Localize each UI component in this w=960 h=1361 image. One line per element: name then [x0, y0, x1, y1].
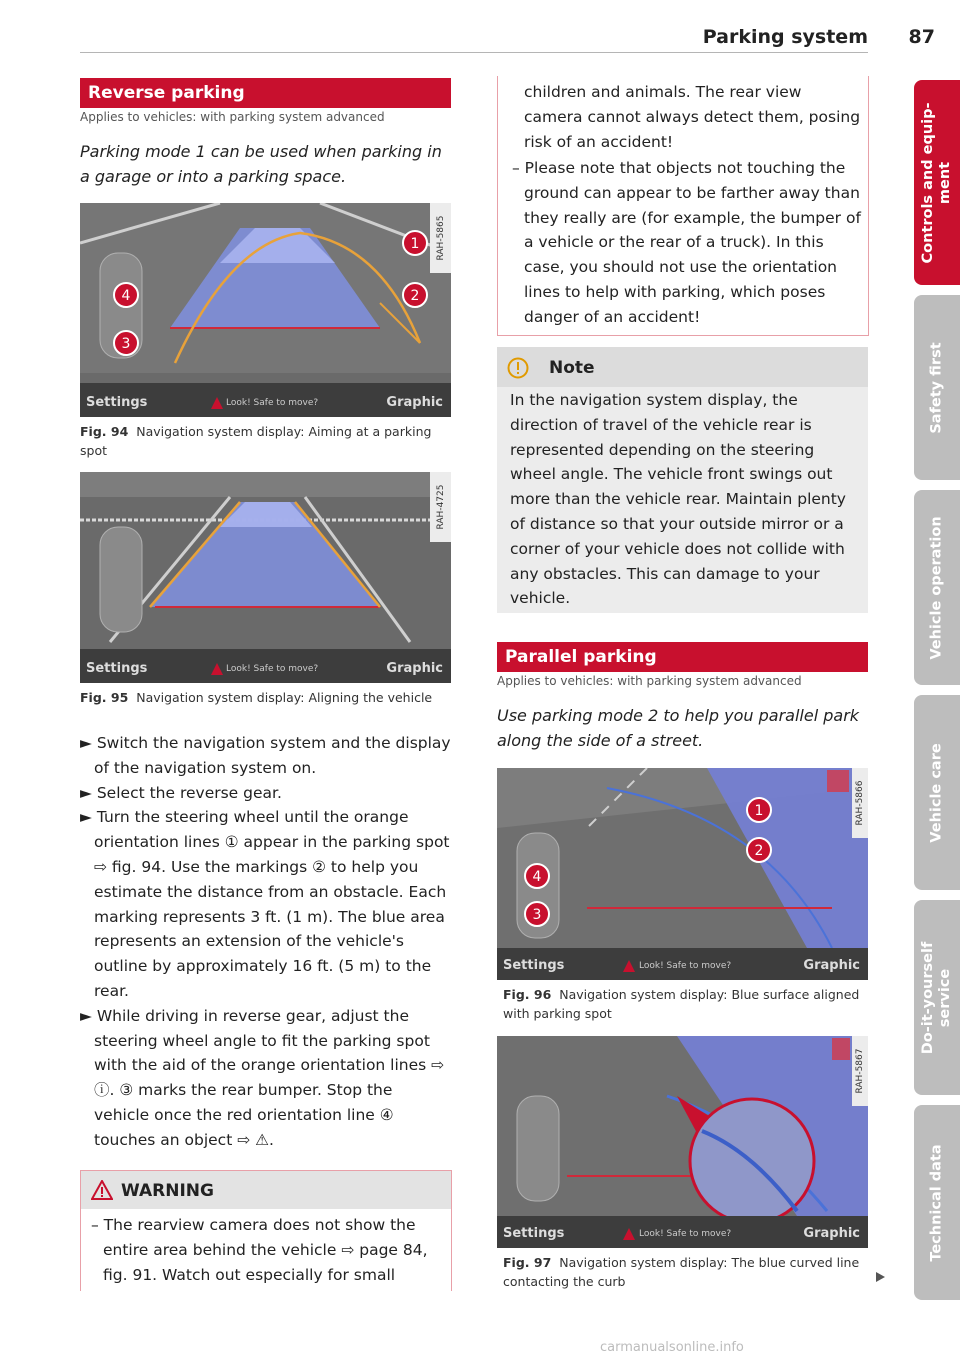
figure-94-graphic — [80, 203, 451, 417]
figure-97-caption-text: Navigation system display: The blue curved line contacting the curb — [503, 1255, 860, 1289]
warning-item-2: – Please note that objects not touching the ground can appear to be farther away than they really are (for example, the bumper of a vehicle or the rear of a truck). In this case, you should not use the orientation lines to help with parking, which poses danger of an accident! — [512, 159, 861, 326]
figure-95-caption — [80, 688, 460, 707]
section-heading-parallel-parking: Parallel parking — [497, 642, 868, 672]
figure-97-settings-label: Settings — [503, 1226, 565, 1241]
step-3: ► Turn the steering wheel until the orange orientation lines ① appear in the parking spot ⇨ fig. 94. Use the markings ② to help you estimate the distance from an obstacle. Each marking represents 3 ft. (1 m). The blue area represents an extension of the vehicle's outline by approximately 16 ft. (5 m) to the rear. — [80, 808, 450, 1000]
figure-94 — [80, 203, 451, 417]
figure-96-graphic — [497, 768, 868, 980]
note-title: Note — [549, 358, 595, 378]
figure-96-caption — [503, 985, 868, 1023]
tab-controls-and-equipment[interactable] — [914, 80, 960, 285]
section-heading-reverse-parking: Reverse parking — [80, 78, 451, 108]
svg-text:1: 1 — [410, 236, 420, 252]
tab-vehicle-care[interactable] — [914, 695, 960, 890]
tab-technical-data[interactable] — [914, 1105, 960, 1300]
warning-box-continued — [497, 76, 869, 336]
intro-text-parallel: Use parking mode 2 to help you parallel park along the side of a street. — [497, 706, 860, 750]
running-header: Parking system — [702, 26, 868, 48]
figure-96 — [497, 768, 868, 980]
figure-97-graphic — [497, 1036, 868, 1248]
figure-97-graphic-label: Graphic — [803, 1226, 860, 1241]
figure-97-caption-label: Fig. 97 — [503, 1255, 552, 1270]
figure-96-caption-text: Navigation system display: Blue surface aligned with parking spot — [503, 987, 860, 1021]
figure-96-code: RAH-5866 — [855, 780, 865, 826]
intro-text: Parking mode 1 can be used when parking in a garage or into a parking space. — [80, 142, 442, 186]
page-number: 87 — [908, 26, 935, 48]
figure-94-caption — [80, 422, 452, 460]
figure-94-code: RAH-5865 — [435, 215, 446, 261]
warning-triangle-icon — [91, 1180, 113, 1200]
tab-label: Technical data — [928, 1143, 945, 1262]
figure-95-caption-text: Navigation system display: Aligning the vehicle — [136, 690, 433, 705]
figure-97-warning-label: Look! Safe to move? — [639, 1229, 732, 1239]
step-4: ► While driving in reverse gear, adjust the steering wheel angle to fit the parking spot with the aid of the orange orientation lines ⇨ ⓘ. ③ marks the rear bumper. Stop the vehicle once the red orientation line ④ touches an object ⇨ ⚠. — [80, 1006, 445, 1149]
figure-96-warning-label: Look! Safe to move? — [639, 961, 732, 971]
tab-vehicle-operation[interactable] — [914, 490, 960, 685]
svg-text:2: 2 — [410, 288, 420, 304]
figure-96-code-strip — [852, 768, 868, 838]
figure-95-settings-label: Settings — [86, 661, 148, 676]
warning-continued-text: children and animals. The rear view camera cannot always detect them, posing risk of an accident! — [524, 83, 861, 151]
instruction-steps — [80, 731, 452, 1153]
svg-text:3: 3 — [121, 336, 131, 352]
figure-95-graphic — [80, 472, 451, 683]
figure-95-warning-label: Look! Safe to move? — [226, 664, 319, 674]
figure-96-settings-label: Settings — [503, 958, 565, 973]
tab-label: Vehicle care — [928, 742, 945, 843]
note-box — [497, 347, 868, 613]
figure-94-caption-text: Navigation system display: Aiming at a parking spot — [80, 424, 432, 458]
figure-97-code: RAH-5867 — [855, 1048, 865, 1094]
figure-95-caption-label: Fig. 95 — [80, 690, 129, 705]
tab-label: Vehicle operation — [928, 515, 945, 660]
figure-94-caption-label: Fig. 94 — [80, 424, 129, 439]
step-1: ► Switch the navigation system and the display of the navigation system on. — [80, 734, 451, 777]
figure-96-caption-label: Fig. 96 — [503, 987, 552, 1002]
tab-safety-first[interactable] — [914, 295, 960, 480]
warning-text: – The rearview camera does not show the entire area behind the vehicle ⇨ page 84, fig. 91. Watch out especially for small — [91, 1216, 428, 1284]
figure-95-code-strip — [430, 472, 451, 542]
warning-title: WARNING — [121, 1181, 214, 1201]
footer-watermark: carmanualsonline.info — [600, 1340, 744, 1355]
step-2: ► Select the reverse gear. — [80, 783, 282, 802]
svg-text:4: 4 — [532, 869, 542, 885]
figure-95 — [80, 472, 451, 683]
note-text: In the navigation system display, the direction of travel of the vehicle rear is represented depending on the steering wheel angle. The vehicle front swings out more than the vehicle rear. Maintain plenty of distance so that your outside mirror or a corner of your vehicle does not collide with any obstacles. This can damage to your vehicle. — [510, 391, 846, 608]
figure-97-code-strip — [852, 1036, 868, 1106]
figure-95-graphic-label: Graphic — [386, 661, 443, 676]
tab-label: Safety first — [928, 341, 945, 434]
tab-label: Controls and equip- ment — [920, 101, 953, 264]
warning-header — [81, 1171, 451, 1209]
applies-to-parallel: Applies to vehicles: with parking system advanced — [497, 674, 802, 688]
figure-94-graphic-label: Graphic — [386, 395, 443, 410]
tab-label: Do-it-yourself service — [920, 941, 953, 1054]
warning-box — [80, 1170, 452, 1291]
header-rule — [80, 52, 868, 53]
figure-95-code: RAH-4725 — [435, 484, 446, 530]
svg-text:3: 3 — [532, 907, 542, 923]
figure-97-caption — [503, 1253, 868, 1291]
svg-text:2: 2 — [754, 843, 764, 859]
svg-text:1: 1 — [754, 803, 764, 819]
applies-to: Applies to vehicles: with parking system advanced — [80, 110, 385, 124]
figure-97 — [497, 1036, 868, 1248]
note-info-icon — [507, 357, 529, 379]
figure-94-settings-label: Settings — [86, 395, 148, 410]
svg-text:4: 4 — [121, 288, 131, 304]
figure-94-code-strip — [430, 203, 451, 273]
figure-94-warning-label: Look! Safe to move? — [226, 398, 319, 408]
tab-do-it-yourself-service[interactable] — [914, 900, 960, 1095]
figure-96-graphic-label: Graphic — [803, 958, 860, 973]
continue-arrow-icon — [876, 1272, 885, 1282]
